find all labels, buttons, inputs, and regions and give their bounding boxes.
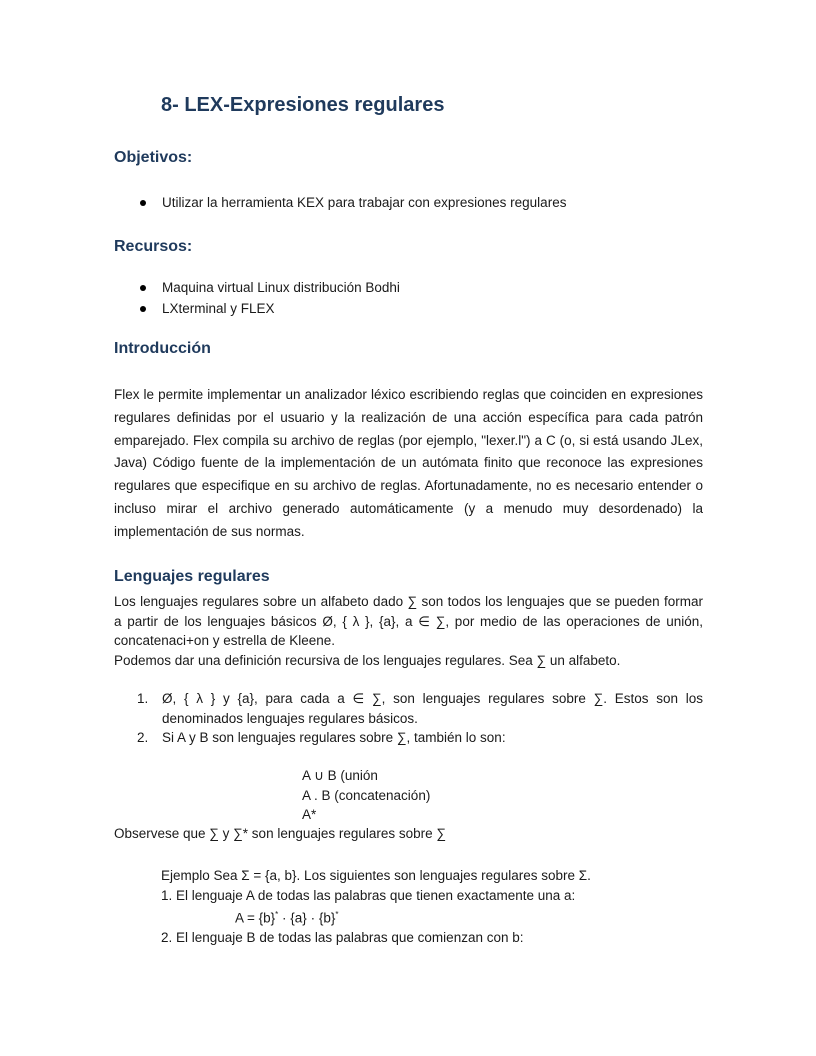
formula-superscript: *: [275, 910, 279, 919]
lenguajes-heading: Lenguajes regulares: [114, 568, 270, 585]
introduccion-paragraph: Flex le permite implementar un analizador léxico escribiendo reglas que coinciden en expresiones regulares definidas por el usuario y la realización de una acción específica para cada patrón emparejado. Flex compila su archivo de reglas (por ejemplo, "lexer.l") a C (o, si está usando JLex, Java) Código fuente de la implementación de un autómata finito que reconoce las expresiones regulares que especifique en su archivo de reglas. Afortunadamente, no es necesario entender o incluso mirar el archivo generado automáticamente (y a menudo muy desordenado) la implementación de sus normas.: [114, 387, 703, 539]
introduccion-heading: Introducción: [114, 340, 211, 357]
formula-concatenation: A . B (concatenación): [302, 788, 431, 803]
list-item: [114, 689, 703, 728]
example-line: 1. El lenguaje A de todas las palabras que tienen exactamente una a:: [161, 887, 576, 903]
observe-paragraph: Observese que ∑ y ∑* son lenguajes regulares sobre ∑: [114, 826, 447, 841]
lenguajes-definition: Podemos dar una definición recursiva de los lenguajes regulares. Sea ∑ un alfabeto.: [114, 653, 621, 668]
formula-union: A ∪ B (unión: [302, 768, 378, 783]
example-block: [161, 866, 591, 948]
list-item: Utilizar la herramienta KEX para trabajar con expresiones regulares: [114, 192, 566, 213]
list-text: Si A y B son lenguajes regulares sobre ∑, también lo son:: [162, 730, 506, 745]
list-item: Maquina virtual Linux distribución Bodhi: [114, 277, 400, 298]
example-line: Ejemplo Sea Σ = {a, b}. Los siguientes son lenguajes regulares sobre Σ.: [161, 868, 591, 883]
definition-list: [114, 689, 703, 748]
list-number: 1.: [137, 691, 149, 706]
objetivos-list: [114, 192, 566, 213]
lenguajes-paragraph: Los lenguajes regulares sobre un alfabeto dado ∑ son todos los lenguajes que se pueden formar a partir de los lenguajes básicos Ø, { λ }, {a}, a ∈ ∑, por medio de las operaciones de unión, concatenaci+on y estrella de Kleene.: [114, 594, 703, 648]
formula-part: A = {b}: [235, 910, 276, 926]
formula-star: A*: [302, 807, 317, 822]
formula-part: · {a} · {b}: [278, 910, 336, 926]
list-number: 2.: [137, 730, 149, 745]
example-line: 2. El lenguaje B de todas las palabras que comienzan con b:: [161, 930, 524, 945]
objetivos-heading: Objetivos:: [114, 149, 193, 166]
page-title: 8- LEX-Expresiones regulares: [161, 94, 445, 116]
list-text: Ø, { λ } y {a}, para cada a ∈ ∑, son lenguajes regulares sobre ∑. Estos son los denominados lenguajes regulares básicos.: [162, 691, 703, 726]
list-item: [114, 728, 703, 748]
recursos-heading: Recursos:: [114, 238, 193, 255]
recursos-list: [114, 277, 400, 319]
list-item: LXterminal y FLEX: [114, 298, 400, 319]
example-formula: [161, 905, 591, 928]
formula-superscript: *: [335, 910, 339, 919]
